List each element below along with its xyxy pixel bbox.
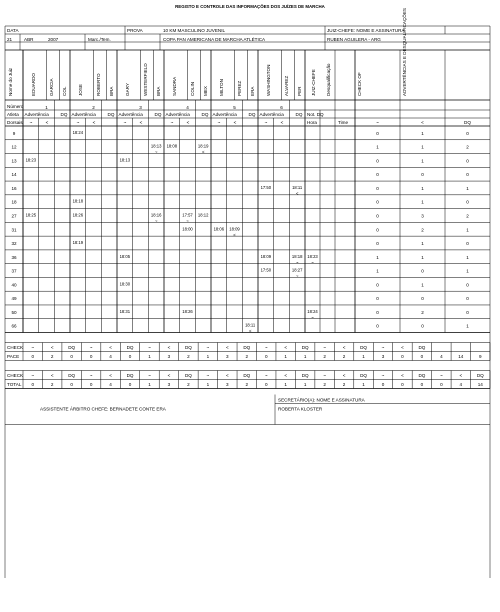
mark-time: 18:08 [166,143,178,149]
check-lt: < [421,120,424,125]
check-value: 0 [421,323,424,329]
mark-time: 18:26 [72,212,84,218]
pace-cell: 2 [187,354,190,359]
check-header-cell: < [284,345,288,350]
check-value: 2 [466,213,469,219]
total-cell: 1 [148,382,151,387]
judge-last-name: WESTERFIELD [143,63,148,96]
total-header-cell: < [225,373,229,378]
check-value: 0 [376,199,379,205]
total-cell: 4 [109,382,112,387]
tilde-label: ~ [76,120,80,125]
athlete-dorsal: 31 [11,227,17,233]
lt-label: < [233,120,237,125]
athlete-dorsal: 12 [11,144,17,150]
pace-cell: 1 [303,354,307,359]
total-header-cell: ~ [381,373,385,378]
check-value: 1 [376,268,379,274]
tilde-label: ~ [217,120,221,125]
check-header-cell: ~ [264,345,268,350]
total-cell: 0 [70,382,73,387]
data-label: DATA [7,28,19,33]
pace-cell: 0 [401,354,404,359]
judge-last-name: ROBERTO [96,73,101,96]
check-value: 3 [421,213,424,219]
judge-country: BRA [156,86,161,96]
check-header-cell: DQ [301,345,309,350]
total-cell: 2 [323,382,326,387]
check-header-cell: DQ [126,345,134,350]
athlete-dorsal: 32 [11,241,17,247]
check-value: 2 [421,227,424,233]
judge-country: COL [62,86,67,96]
total-header-cell: ~ [206,373,210,378]
athlete-dorsal: 18 [11,199,17,205]
pace-cell: 0 [31,354,35,359]
total-header-cell: ~ [148,373,151,378]
check-value: 0 [376,309,379,315]
advert-desq-col: ADVERTÊNCIAS E DESQUALIFICAÇÕES [402,8,407,96]
pace-cell: 1 [284,354,287,359]
mark-time: 18:27 [291,267,303,273]
check-header-cell: < [167,345,171,350]
advertencia-label: Advertência [24,112,49,117]
pace-cell: 2 [342,354,346,359]
mark-time: 18:23 [25,157,37,163]
total-header-cell: DQ [418,373,426,378]
secretario-label: SECRETÁRIO(A): NOME E ASSINATURA [278,397,365,403]
page-title: REGISTO E CONTROLE DAS INFORMAÇÕES DOS JUÍZES DE MARCHA [175,4,325,9]
check-header-cell: ~ [206,345,210,350]
judge-last-name: PEREZ [237,80,242,96]
judge-country: MEX [203,86,208,96]
check-value: 0 [376,282,379,288]
pace-cell: 0 [128,354,132,359]
pace-cell: 1 [362,354,365,359]
athlete-dorsal: 40 [11,282,17,288]
judge-number: 3 [139,105,142,110]
mark-time: 18:16 [150,212,162,218]
check-value: 1 [421,144,424,150]
check-value: 0 [466,241,469,247]
mark-time: 18:11 [245,322,256,328]
pace-cell: 2 [323,354,326,359]
mark-time: 17:50 [260,267,272,273]
pace-cell: 3 [381,354,385,359]
mark-time: 18:31 [119,308,131,314]
check-value: 0 [466,199,469,205]
check-value: 1 [376,144,379,150]
check-value: 0 [376,130,379,136]
dq-label: DQ [248,112,256,117]
pace-cell: 3 [167,354,171,359]
check-header-cell: DQ [68,345,76,350]
mark-symbol: < [295,190,299,196]
check-value: 0 [466,309,469,315]
total-cell: 0 [401,382,404,387]
total-cell: 4 [459,382,463,387]
mark-symbol: < [201,149,205,155]
check-value: 0 [466,282,469,288]
advertencia-label: Advertência [165,112,190,117]
mark-time: 17:57 [182,212,193,218]
check-header-cell: DQ [184,345,192,350]
dq-label: DQ [154,112,162,117]
check-value: 1 [376,254,379,260]
tilde-label: ~ [264,120,268,125]
time-label: Time [338,120,349,125]
total-header-cell: ~ [89,373,93,378]
athlete-dorsal: 27 [11,213,17,219]
mark-symbol: < [233,232,236,238]
total-cell: 1 [362,382,365,387]
mark-time: 18:09 [229,226,240,232]
athlete-dorsal: 13 [11,158,17,164]
athlete-dorsal: 14 [11,172,17,178]
secretario-name: ROBERTA KLOSTER [278,406,323,412]
total-header-cell: < [167,373,171,378]
numero-label: Número [7,104,24,109]
check-value: 0 [376,213,379,219]
hora-label: Hora [307,120,317,125]
mark-time: 18:24 [72,129,84,135]
pace-cell: 4 [109,354,112,359]
total-header-cell: < [109,373,112,378]
check-header-cell: < [401,345,404,350]
mark-symbol: ~ [311,314,314,320]
pace-cell: 1 [148,354,151,359]
check-value: 0 [376,158,379,164]
total-cell: 2 [342,382,346,387]
juiz-chefe-label: JUIZ-CHEFE: NOME E ASSINATURA [327,28,405,33]
check-value: 2 [421,309,424,315]
check-value: 1 [421,282,424,288]
judge-country: PER [297,86,302,96]
mark-time: 18:12 [197,212,209,218]
total-header-cell: < [50,373,54,378]
pace-cell: 2 [245,354,249,359]
judge-last-name: ALVAREZ [284,75,289,96]
total-header-cell: < [284,373,288,378]
check-header-cell: < [225,345,229,350]
check-header-cell: < [109,345,112,350]
check-value: 2 [466,144,469,150]
mark-time: 18:00 [182,226,193,232]
mark-time: 18:25 [25,212,37,218]
check-header-cell: ~ [31,345,35,350]
pace-cell: 2 [50,354,54,359]
check-value: 0 [466,172,469,178]
total-cell: 0 [381,382,385,387]
athlete-dorsal: 16 [11,185,17,191]
total-header-cell: ~ [323,373,326,378]
total-cell: 3 [167,382,171,387]
total-cell: 0 [31,382,35,387]
total-header-cell: DQ [301,373,309,378]
date-year: 2007 [48,37,59,42]
mark-time: 18:26 [182,308,193,314]
mark-time: 18:06 [213,226,225,232]
advertencia-label: Advertência [71,112,96,117]
check-tilde: ~ [376,120,379,125]
check-header-cell: ~ [323,345,326,350]
total-header-cell: DQ [184,373,192,378]
athlete-dorsal: 49 [11,296,17,302]
pace-cell: 0 [70,354,73,359]
lt-label: < [45,120,49,125]
pace-cell: 1 [206,354,210,359]
check-value: 1 [421,158,424,164]
check-value: 1 [466,254,469,260]
pace-row-label: PACE [7,354,20,359]
juiz-chefe-col: JUIZ-CHEFE [311,69,316,96]
advertencia-label: Advertência [212,112,237,117]
mark-time: 18:18 [291,253,303,259]
check-header-cell: DQ [418,345,426,350]
mark-time: 18:24 [307,308,318,314]
assistente-label: ASSISTENTE ÁRBITRO CHEFE: BERNADETE CONTE ERA [40,406,166,412]
pace-total-cell: 14 [458,354,464,359]
judge-name-label: Nome do Juiz [8,67,13,96]
dq-label: DQ [201,112,209,117]
total-cell: 1 [284,382,287,387]
pace-total-cell: 4 [440,354,443,359]
total-cell: 14 [477,382,483,387]
advertencia-label: Advertência [259,112,284,117]
check-value: 0 [421,172,424,178]
judge-number: 4 [186,105,189,110]
date-month: ABR [24,37,34,42]
check-of-col: CHECK OF [357,72,362,96]
check-value: 1 [421,185,424,191]
prova-label: PROVA [127,28,143,33]
total-cell: 2 [245,382,249,387]
lt-label: < [280,120,284,125]
desqualificacao-col: Desqualificação [326,63,331,96]
total-cell: 0 [440,382,443,387]
check-value: 1 [421,254,424,260]
tilde-label: ~ [123,120,127,125]
check-value: 1 [466,185,469,191]
total-header-cell: < [459,373,463,378]
mark-symbol: ~ [295,259,299,265]
judge-first-name: EDUARDO [31,73,36,96]
check-header-cell: DQ [360,345,367,350]
pace-cell: 0 [420,354,424,359]
check-value: 0 [376,172,379,178]
total-cell: 3 [226,382,229,387]
total-cell: 0 [264,382,268,387]
total-header-cell: ~ [264,373,268,378]
mark-symbol: ~ [311,259,314,265]
total-header-cell: DQ [68,373,76,378]
total-cell: 0 [128,382,132,387]
judge-first-name: SANDRA [172,76,177,96]
dorsal-label: Dorsais [7,120,23,125]
tilde-label: ~ [29,120,33,125]
date-day: 21 [7,37,13,42]
total-cell: 2 [50,382,54,387]
total-cell: 2 [187,382,190,387]
mark-symbol: ~ [186,218,189,224]
check-value: 0 [466,158,469,164]
mark-time: 18:18 [72,198,84,204]
lt-label: < [139,120,143,125]
total-row-label: TOTAL [7,382,22,387]
judge-first-name: WASHINGTON [266,64,271,96]
judge-first-name: MILTON [219,79,224,96]
total-cell: 0 [420,382,424,387]
competition-name: COPA PAN AMERICANA DE MARCHA ATLÉTICA [163,37,266,42]
check-header-cell: ~ [381,345,385,350]
not-dq-label: Not. DQ [307,112,324,117]
pace-cell: 0 [89,354,93,359]
total-header-cell: < [401,373,404,378]
check-header-cell: DQ [243,345,251,350]
check-value: 0 [376,323,379,329]
mark-time: 18:19 [72,240,84,246]
check-value: 1 [421,241,424,247]
mark-symbol: ~ [154,218,158,224]
check-value: 0 [421,296,424,302]
athlete-dorsal: 66 [11,323,17,329]
mark-time: 18:19 [197,143,209,149]
mark-time: 18:23 [307,253,318,259]
mark-time: 18:13 [119,157,131,163]
total-header-cell: ~ [440,373,443,378]
mark-time: 18:05 [119,253,131,259]
judge-number: 2 [92,105,95,110]
pace-cell: 0 [264,354,268,359]
check-value: 1 [466,323,469,329]
total-header-cell: DQ [126,373,134,378]
check-value: 0 [376,296,379,302]
check-value: 1 [421,130,424,136]
check-dq: DQ [464,120,471,125]
pace-cell: 3 [226,354,229,359]
total-check-label: CHECK [7,373,24,378]
judge-number: 5 [233,105,236,110]
check-value: 1 [466,227,469,233]
check-header-cell: ~ [89,345,93,350]
judge-first-name: JOSE [78,84,83,96]
prova-value: 10 KM MASCULINO JUVENIL [163,28,226,33]
check-value: 1 [466,268,469,274]
check-value: 0 [376,185,379,191]
athlete-dorsal: 37 [11,268,17,274]
advertencia-label: Advertência [118,112,143,117]
judge-number: 6 [280,105,283,110]
dq-label: DQ [60,112,68,117]
judge-number: 1 [45,105,48,110]
mark-time: 18:30 [119,281,131,287]
dq-label: DQ [107,112,115,117]
dq-label: DQ [295,112,303,117]
juiz-chefe-name: RUBEN AGUILERA - ARG [327,37,381,42]
total-header-cell: DQ [476,373,484,378]
judge-country: BRA [109,86,114,96]
mark-symbol: ~ [154,149,158,155]
lt-label: < [92,120,96,125]
judge-last-name: GARCIA [49,78,54,96]
lt-label: < [186,120,190,125]
mark-symbol: < [248,328,252,334]
athlete-dorsal: 50 [11,309,17,315]
pace-total-cell: 9 [478,354,482,359]
check-header-cell: ~ [148,345,151,350]
check-row-label: CHECK [7,345,24,350]
check-value: 0 [376,227,379,233]
judge-country: ERA [250,86,255,96]
total-cell: 1 [303,382,307,387]
judge-first-name: GARY [125,83,130,96]
judge-last-name: COLIN [190,81,195,96]
check-value: 1 [421,199,424,205]
check-header-cell: < [50,345,54,350]
atleta-label: Atleta [7,112,19,117]
mark-symbol: ~ [295,273,299,279]
mark-time: 18:09 [260,253,272,259]
mark-time: 17:50 [260,184,272,190]
marc-label: Marc./Tem. [88,37,111,42]
athlete-dorsal: 36 [11,254,17,260]
mark-time: 18:11 [292,184,303,190]
check-value: 0 [376,241,379,247]
total-header-cell: DQ [243,373,251,378]
total-header-cell: < [342,373,346,378]
check-value: 0 [466,296,469,302]
total-cell: 0 [89,382,93,387]
tilde-label: ~ [170,120,174,125]
mark-time: 18:13 [150,143,162,149]
total-header-cell: DQ [360,373,367,378]
total-header-cell: ~ [31,373,35,378]
total-cell: 1 [206,382,210,387]
check-value: 0 [421,268,424,274]
check-value: 0 [466,130,469,136]
athlete-dorsal: 9 [12,130,16,136]
check-header-cell: < [342,345,346,350]
